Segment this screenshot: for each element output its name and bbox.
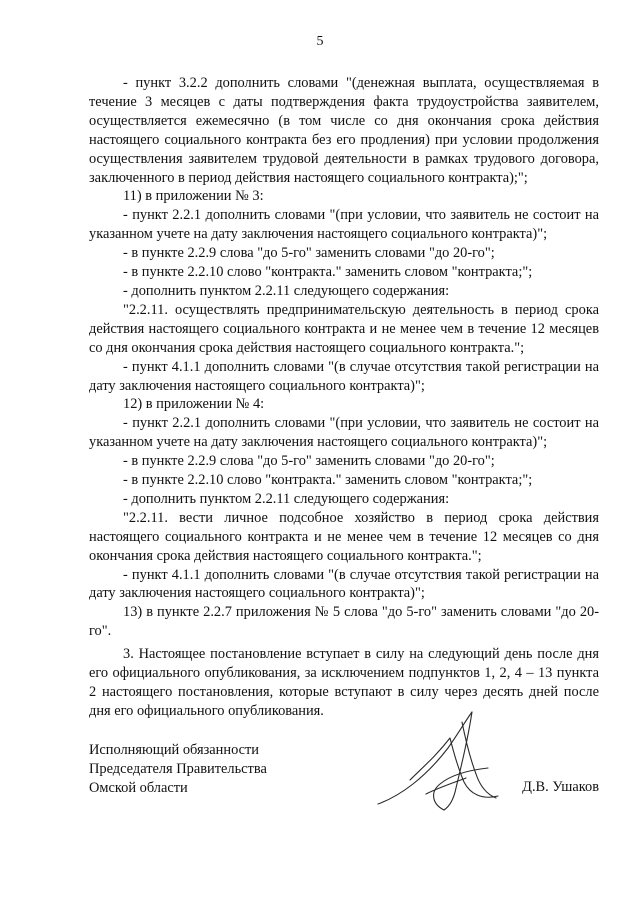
appendix-4-item-2-2-11-intro: - дополнить пунктом 2.2.11 следующего содержания: (123, 490, 450, 507)
appendix-3-item-2-2-11-text: "2.2.11. осуществлять предпринимательскую деятельность в период срока действия настоящего социального контракта и не менее чем в течение 12 месяцев со дня окончания срока действия настоящего социального контракта."; (89, 301, 599, 356)
signer-title-line-1: Исполняющий обязанности (89, 742, 260, 758)
appendix-4-item-2-2-1: - пункт 2.2.1 дополнить словами "(при условии, что заявитель не состоит на указанном учете на дату заключения настоящего социального контракта)"; (89, 415, 599, 451)
appendix-4-heading: 12) в приложении № 4: (123, 396, 265, 413)
handwritten-signature (370, 708, 510, 818)
document-body (89, 74, 599, 721)
appendix-3-item-4-1-1: - пункт 4.1.1 дополнить словами "(в случае отсутствия такой регистрации на дату заключения настоящего социального контракта)"; (89, 358, 599, 394)
page-number: 5 (316, 34, 324, 49)
appendix-3-item-2-2-1: - пункт 2.2.1 дополнить словами "(при условии, что заявитель не состоит на указанном учете на дату заключения настоящего социального контракта)"; (89, 207, 599, 243)
appendix-4-item-2-2-9: - в пункте 2.2.9 слова "до 5-го" заменить словами "до 20-го"; (123, 453, 495, 470)
appendix-3-item-2-2-9: - в пункте 2.2.9 слова "до 5-го" заменить словами "до 20-го"; (123, 245, 495, 262)
signer-title-line-2: Председателя Правительства (89, 761, 267, 777)
appendix-3-item-2-2-10: - в пункте 2.2.10 слово "контракта." заменить словом "контракта;"; (123, 264, 533, 281)
paragraph-3-2-2-amendment: - пункт 3.2.2 дополнить словами "(денежная выплата, осуществляемая в течение 3 месяцев с даты подтверждения факта трудоустройства заявителем, осуществляется ежемесячно (в том числе со дня окончания срока действия настоящего социального контракта без его продления) при условии продолжения осуществления заявителем трудовой деятельности в рамках трудового договора, заключенного в период действия настоящего социального контракта);"; (89, 75, 599, 186)
appendix-4-item-2-2-10: - в пункте 2.2.10 слово "контракта." заменить словом "контракта;"; (123, 472, 533, 489)
appendix-3-heading: 11) в приложении № 3: (123, 188, 264, 205)
appendix-4-item-2-2-11-text: "2.2.11. вести личное подсобное хозяйство в период срока действия настоящего социального контракта и не менее чем в течение 12 месяцев со дня окончания срока действия настоящего социального контракта."; (89, 509, 599, 564)
effective-date-clause: 3. Настоящее постановление вступает в силу на следующий день после дня его официального опубликования, за исключением подпунктов 1, 2, 4 – 13 пункта 2 настоящего постановления, которые вступают в силу через десять дней после дня его официального опубликования. (89, 646, 599, 719)
appendix-4-item-4-1-1: - пункт 4.1.1 дополнить словами "(в случае отсутствия такой регистрации на дату заключения настоящего социального контракта)"; (89, 566, 599, 602)
signer-title-line-3: Омской области (89, 780, 188, 796)
appendix-3-item-2-2-11-intro: - дополнить пунктом 2.2.11 следующего содержания: (123, 282, 450, 299)
appendix-5-item-2-2-7: 13) в пункте 2.2.7 приложения № 5 слова "до 5-го" заменить словами "до 20-го". (89, 604, 599, 640)
signer-name: Д.В. Ушаков (522, 779, 599, 795)
